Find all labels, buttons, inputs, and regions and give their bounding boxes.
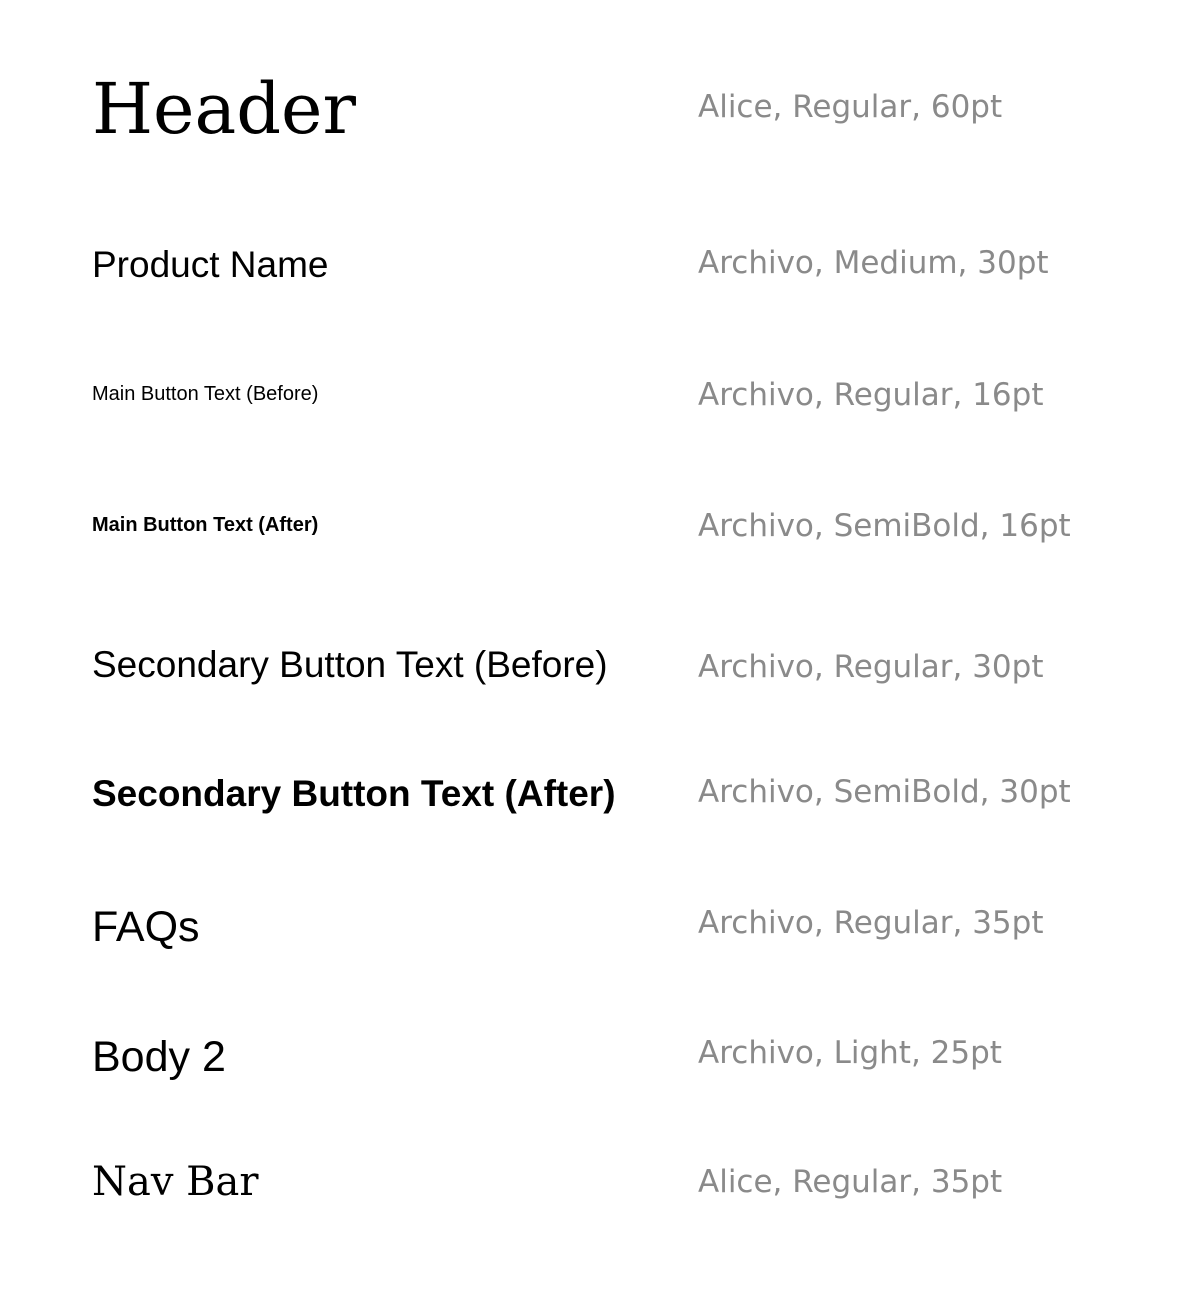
type-sample-main-button-after: Main Button Text (After) [92, 514, 319, 536]
type-spec-main-button-before: Archivo, Regular, 16pt [698, 377, 1044, 413]
type-spec-faqs: Archivo, Regular, 35pt [698, 905, 1044, 941]
type-sample-header: Header [92, 68, 356, 150]
type-sample-secondary-button-before: Secondary Button Text (Before) [92, 644, 608, 685]
type-spec-secondary-button-after: Archivo, SemiBold, 30pt [698, 774, 1071, 810]
type-sample-body-2: Body 2 [92, 1033, 226, 1081]
type-spec-header: Alice, Regular, 60pt [698, 89, 1003, 125]
type-spec-product-name: Archivo, Medium, 30pt [698, 245, 1049, 281]
type-sample-faqs: FAQs [92, 903, 200, 951]
type-sample-product-name: Product Name [92, 244, 329, 285]
type-spec-body-2: Archivo, Light, 25pt [698, 1035, 1002, 1071]
type-sample-secondary-button-after: Secondary Button Text (After) [92, 773, 616, 814]
type-spec-nav-bar: Alice, Regular, 35pt [698, 1164, 1003, 1200]
type-spec-main-button-after: Archivo, SemiBold, 16pt [698, 508, 1071, 544]
type-sample-nav-bar: Nav Bar [92, 1159, 259, 1205]
type-sample-main-button-before: Main Button Text (Before) [92, 383, 319, 405]
type-spec-secondary-button-before: Archivo, Regular, 30pt [698, 649, 1044, 685]
